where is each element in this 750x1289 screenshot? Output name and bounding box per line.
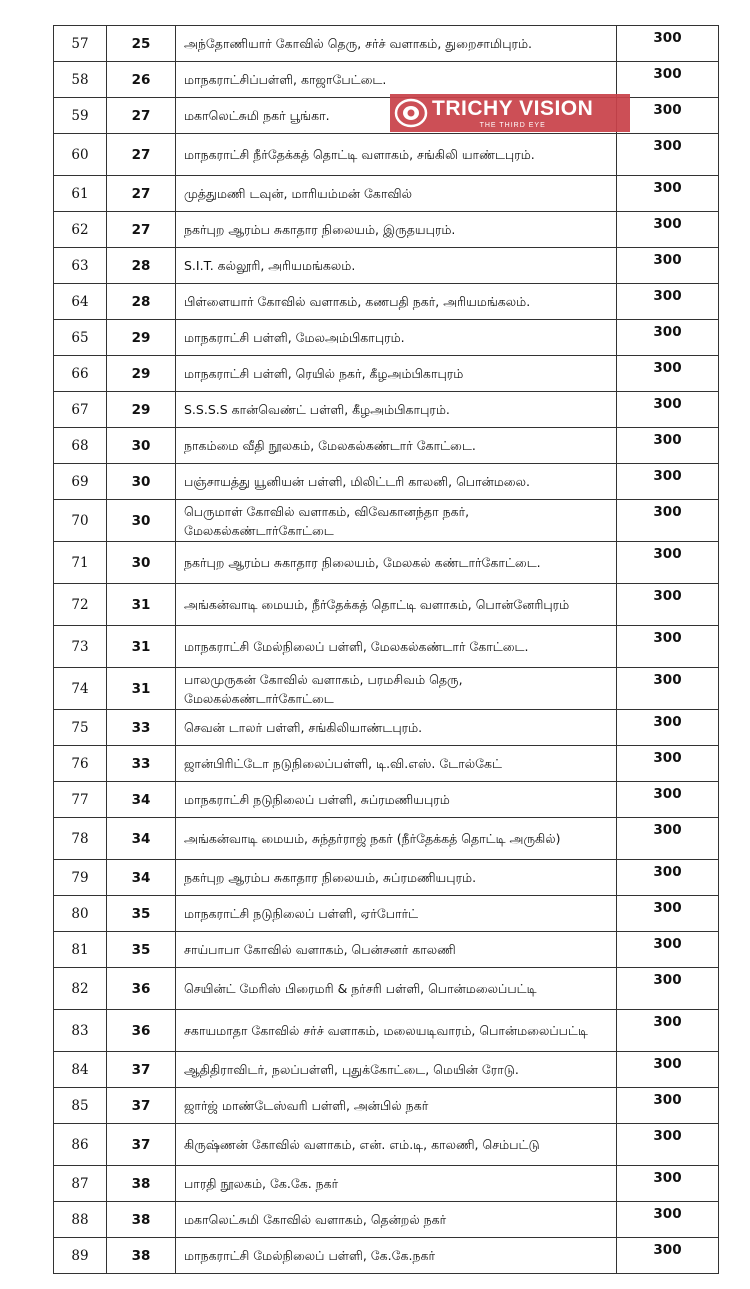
centre-location: நகர்புற ஆரம்ப சுகாதார நிலையம், இருதயபுரம். xyxy=(176,212,617,248)
dose-count: 300 xyxy=(617,542,719,584)
serial-number: 76 xyxy=(54,746,107,782)
serial-number: 71 xyxy=(54,542,107,584)
centre-location: பஞ்சாயத்து யூனியன் பள்ளி, மிலிட்டரி காலனி, பொன்மலை. xyxy=(176,464,617,500)
ward-number: 30 xyxy=(107,428,176,464)
centre-location: மாநகராட்சி நீர்தேக்கத் தொட்டி வளாகம், சங்கிலி யாண்டபுரம். xyxy=(176,134,617,176)
table-row xyxy=(54,782,719,818)
serial-number: 81 xyxy=(54,932,107,968)
ward-number: 35 xyxy=(107,932,176,968)
serial-number: 67 xyxy=(54,392,107,428)
ward-number: 37 xyxy=(107,1124,176,1166)
ward-number: 31 xyxy=(107,626,176,668)
dose-count: 300 xyxy=(617,212,719,248)
dose-count: 300 xyxy=(617,248,719,284)
dose-count: 300 xyxy=(617,968,719,1010)
ward-number: 31 xyxy=(107,584,176,626)
centre-location: S.I.T. கல்லூரி, அரியமங்கலம். xyxy=(176,248,617,284)
serial-number: 88 xyxy=(54,1202,107,1238)
dose-count: 300 xyxy=(617,98,719,134)
centre-location: மகாலெட்சுமி நகர் பூங்கா. xyxy=(176,98,617,134)
ward-number: 27 xyxy=(107,134,176,176)
serial-number: 58 xyxy=(54,62,107,98)
dose-count: 300 xyxy=(617,860,719,896)
serial-number: 78 xyxy=(54,818,107,860)
serial-number: 86 xyxy=(54,1124,107,1166)
centre-location: ஜான்பிரிட்டோ நடுநிலைப்பள்ளி, டி.வி.எஸ். டோல்கேட் xyxy=(176,746,617,782)
centre-location: முத்துமணி டவுன், மாரியம்மன் கோவில் xyxy=(176,176,617,212)
table-row xyxy=(54,212,719,248)
vaccination-centre-table xyxy=(53,25,699,1274)
table-row xyxy=(54,1124,719,1166)
centre-location: மாநகராட்சி பள்ளி, மேலஅம்பிகாபுரம். xyxy=(176,320,617,356)
centre-location: அந்தோணியார் கோவில் தெரு, சர்ச் வளாகம், துறைசாமிபுரம். xyxy=(176,26,617,62)
ward-number: 34 xyxy=(107,860,176,896)
table-row xyxy=(54,1202,719,1238)
ward-number: 34 xyxy=(107,818,176,860)
serial-number: 77 xyxy=(54,782,107,818)
serial-number: 57 xyxy=(54,26,107,62)
centre-location: பாலமுருகன் கோவில் வளாகம், பரமசிவம் தெரு, மேலகல்கண்டார்கோட்டை xyxy=(176,668,617,710)
table-body xyxy=(54,26,719,1274)
dose-count: 300 xyxy=(617,932,719,968)
table-row xyxy=(54,1088,719,1124)
ward-number: 35 xyxy=(107,896,176,932)
centre-location: அங்கன்வாடி மையம், சுந்தர்ராஜ் நகர் (நீர்தேக்கத் தொட்டி அருகில்) xyxy=(176,818,617,860)
centre-location: மாநகராட்சி நடுநிலைப் பள்ளி, சுப்ரமணியபுரம் xyxy=(176,782,617,818)
dose-count: 300 xyxy=(617,284,719,320)
centre-location: பிள்ளையார் கோவில் வளாகம், கணபதி நகர், அரியமங்கலம். xyxy=(176,284,617,320)
table-row xyxy=(54,392,719,428)
centre-location: மாநகராட்சிப்பள்ளி, காஜாபேட்டை. xyxy=(176,62,617,98)
serial-number: 82 xyxy=(54,968,107,1010)
centre-grid xyxy=(53,25,719,1274)
serial-number: 73 xyxy=(54,626,107,668)
table-row xyxy=(54,626,719,668)
centre-location: சாய்பாபா கோவில் வளாகம், பென்சனர் காலணி xyxy=(176,932,617,968)
ward-number: 28 xyxy=(107,284,176,320)
ward-number: 37 xyxy=(107,1088,176,1124)
dose-count: 300 xyxy=(617,1010,719,1052)
serial-number: 61 xyxy=(54,176,107,212)
serial-number: 74 xyxy=(54,668,107,710)
dose-count: 300 xyxy=(617,428,719,464)
serial-number: 83 xyxy=(54,1010,107,1052)
ward-number: 36 xyxy=(107,968,176,1010)
centre-location: மாநகராட்சி மேல்நிலைப் பள்ளி, கே.கே.நகர் xyxy=(176,1238,617,1274)
centre-location: பெருமாள் கோவில் வளாகம், விவேகானந்தா நகர், மேலகல்கண்டார்கோட்டை xyxy=(176,500,617,542)
table-row xyxy=(54,1166,719,1202)
centre-location: மாநகராட்சி மேல்நிலைப் பள்ளி, மேலகல்கண்டார் கோட்டை. xyxy=(176,626,617,668)
dose-count: 300 xyxy=(617,710,719,746)
dose-count: 300 xyxy=(617,1202,719,1238)
dose-count: 300 xyxy=(617,818,719,860)
dose-count: 300 xyxy=(617,782,719,818)
table-row xyxy=(54,1238,719,1274)
centre-location: அங்கன்வாடி மையம், நீர்தேக்கத் தொட்டி வளாகம், பொன்னேரிபுரம் xyxy=(176,584,617,626)
ward-number: 36 xyxy=(107,1010,176,1052)
ward-number: 38 xyxy=(107,1202,176,1238)
ward-number: 25 xyxy=(107,26,176,62)
centre-location: மாநகராட்சி நடுநிலைப் பள்ளி, ஏர்போர்ட் xyxy=(176,896,617,932)
dose-count: 300 xyxy=(617,320,719,356)
watermark-subtitle: THE THIRD EYE xyxy=(479,121,546,129)
ward-number: 37 xyxy=(107,1052,176,1088)
ward-number: 30 xyxy=(107,542,176,584)
ward-number: 30 xyxy=(107,500,176,542)
serial-number: 80 xyxy=(54,896,107,932)
ward-number: 28 xyxy=(107,248,176,284)
serial-number: 84 xyxy=(54,1052,107,1088)
table-row xyxy=(54,428,719,464)
table-row xyxy=(54,500,719,542)
ward-number: 27 xyxy=(107,176,176,212)
table-row xyxy=(54,248,719,284)
dose-count: 300 xyxy=(617,584,719,626)
ward-number: 34 xyxy=(107,782,176,818)
serial-number: 75 xyxy=(54,710,107,746)
table-row xyxy=(54,320,719,356)
serial-number: 62 xyxy=(54,212,107,248)
dose-count: 300 xyxy=(617,1166,719,1202)
serial-number: 63 xyxy=(54,248,107,284)
centre-location: செயின்ட் மேரிஸ் பிரைமரி & நர்சரி பள்ளி, பொன்மலைப்பட்டி xyxy=(176,968,617,1010)
table-row xyxy=(54,668,719,710)
dose-count: 300 xyxy=(617,62,719,98)
serial-number: 70 xyxy=(54,500,107,542)
centre-location: S.S.S.S கான்வெண்ட் பள்ளி, கீழஅம்பிகாபுரம். xyxy=(176,392,617,428)
ward-number: 29 xyxy=(107,320,176,356)
dose-count: 300 xyxy=(617,1124,719,1166)
table-row xyxy=(54,818,719,860)
table-row xyxy=(54,932,719,968)
dose-count: 300 xyxy=(617,26,719,62)
centre-location: ஆதிதிராவிடர், நலப்பள்ளி, புதுக்கோட்டை, மெயின் ரோடு. xyxy=(176,1052,617,1088)
dose-count: 300 xyxy=(617,668,719,710)
serial-number: 72 xyxy=(54,584,107,626)
serial-number: 60 xyxy=(54,134,107,176)
table-row xyxy=(54,1052,719,1088)
dose-count: 300 xyxy=(617,896,719,932)
dose-count: 300 xyxy=(617,1052,719,1088)
serial-number: 89 xyxy=(54,1238,107,1274)
centre-location: நாகம்மை வீதி நூலகம், மேலகல்கண்டார் கோட்டை. xyxy=(176,428,617,464)
dose-count: 300 xyxy=(617,500,719,542)
ward-number: 38 xyxy=(107,1166,176,1202)
serial-number: 79 xyxy=(54,860,107,896)
serial-number: 85 xyxy=(54,1088,107,1124)
table-row xyxy=(54,584,719,626)
centre-location: நகர்புற ஆரம்ப சுகாதார நிலையம், மேலகல் கண்டார்கோட்டை. xyxy=(176,542,617,584)
table-row xyxy=(54,176,719,212)
eye-logo-icon xyxy=(390,94,432,132)
dose-count: 300 xyxy=(617,464,719,500)
ward-number: 29 xyxy=(107,356,176,392)
table-row xyxy=(54,1010,719,1052)
table-row xyxy=(54,860,719,896)
dose-count: 300 xyxy=(617,356,719,392)
dose-count: 300 xyxy=(617,176,719,212)
serial-number: 68 xyxy=(54,428,107,464)
table-row xyxy=(54,134,719,176)
watermark-logo xyxy=(390,94,630,132)
dose-count: 300 xyxy=(617,626,719,668)
ward-number: 38 xyxy=(107,1238,176,1274)
serial-number: 87 xyxy=(54,1166,107,1202)
table-row xyxy=(54,464,719,500)
table-row xyxy=(54,968,719,1010)
table-row xyxy=(54,746,719,782)
ward-number: 26 xyxy=(107,62,176,98)
table-row xyxy=(54,542,719,584)
dose-count: 300 xyxy=(617,392,719,428)
centre-location: சகாயமாதா கோவில் சர்ச் வளாகம், மலையடிவாரம், பொன்மலைப்பட்டி xyxy=(176,1010,617,1052)
ward-number: 33 xyxy=(107,746,176,782)
serial-number: 69 xyxy=(54,464,107,500)
table-row xyxy=(54,356,719,392)
dose-count: 300 xyxy=(617,134,719,176)
ward-number: 31 xyxy=(107,668,176,710)
table-row xyxy=(54,284,719,320)
centre-location: கிருஷ்ணன் கோவில் வளாகம், என். எம்.டி, காலணி, செம்பட்டு xyxy=(176,1124,617,1166)
dose-count: 300 xyxy=(617,1238,719,1274)
table-row xyxy=(54,710,719,746)
serial-number: 66 xyxy=(54,356,107,392)
centre-location: பாரதி நூலகம், கே.கே. நகர் xyxy=(176,1166,617,1202)
centre-location: ஜார்ஜ் மாண்டேஸ்வரி பள்ளி, அன்பில் நகர் xyxy=(176,1088,617,1124)
ward-number: 33 xyxy=(107,710,176,746)
dose-count: 300 xyxy=(617,746,719,782)
centre-location: மாநகராட்சி பள்ளி, ரெயில் நகர், கீழஅம்பிகாபுரம் xyxy=(176,356,617,392)
dose-count: 300 xyxy=(617,1088,719,1124)
ward-number: 30 xyxy=(107,464,176,500)
serial-number: 59 xyxy=(54,98,107,134)
centre-location: நகர்புற ஆரம்ப சுகாதார நிலையம், சுப்ரமணியபுரம். xyxy=(176,860,617,896)
table-row xyxy=(54,26,719,62)
centre-location: மகாலெட்சுமி கோவில் வளாகம், தென்றல் நகர் xyxy=(176,1202,617,1238)
ward-number: 29 xyxy=(107,392,176,428)
table-row xyxy=(54,896,719,932)
serial-number: 64 xyxy=(54,284,107,320)
ward-number: 27 xyxy=(107,98,176,134)
watermark-title: TRICHY VISION xyxy=(432,96,594,120)
ward-number: 27 xyxy=(107,212,176,248)
centre-location: செவன் டாலர் பள்ளி, சங்கிலியாண்டபுரம். xyxy=(176,710,617,746)
table-row xyxy=(54,62,719,98)
serial-number: 65 xyxy=(54,320,107,356)
